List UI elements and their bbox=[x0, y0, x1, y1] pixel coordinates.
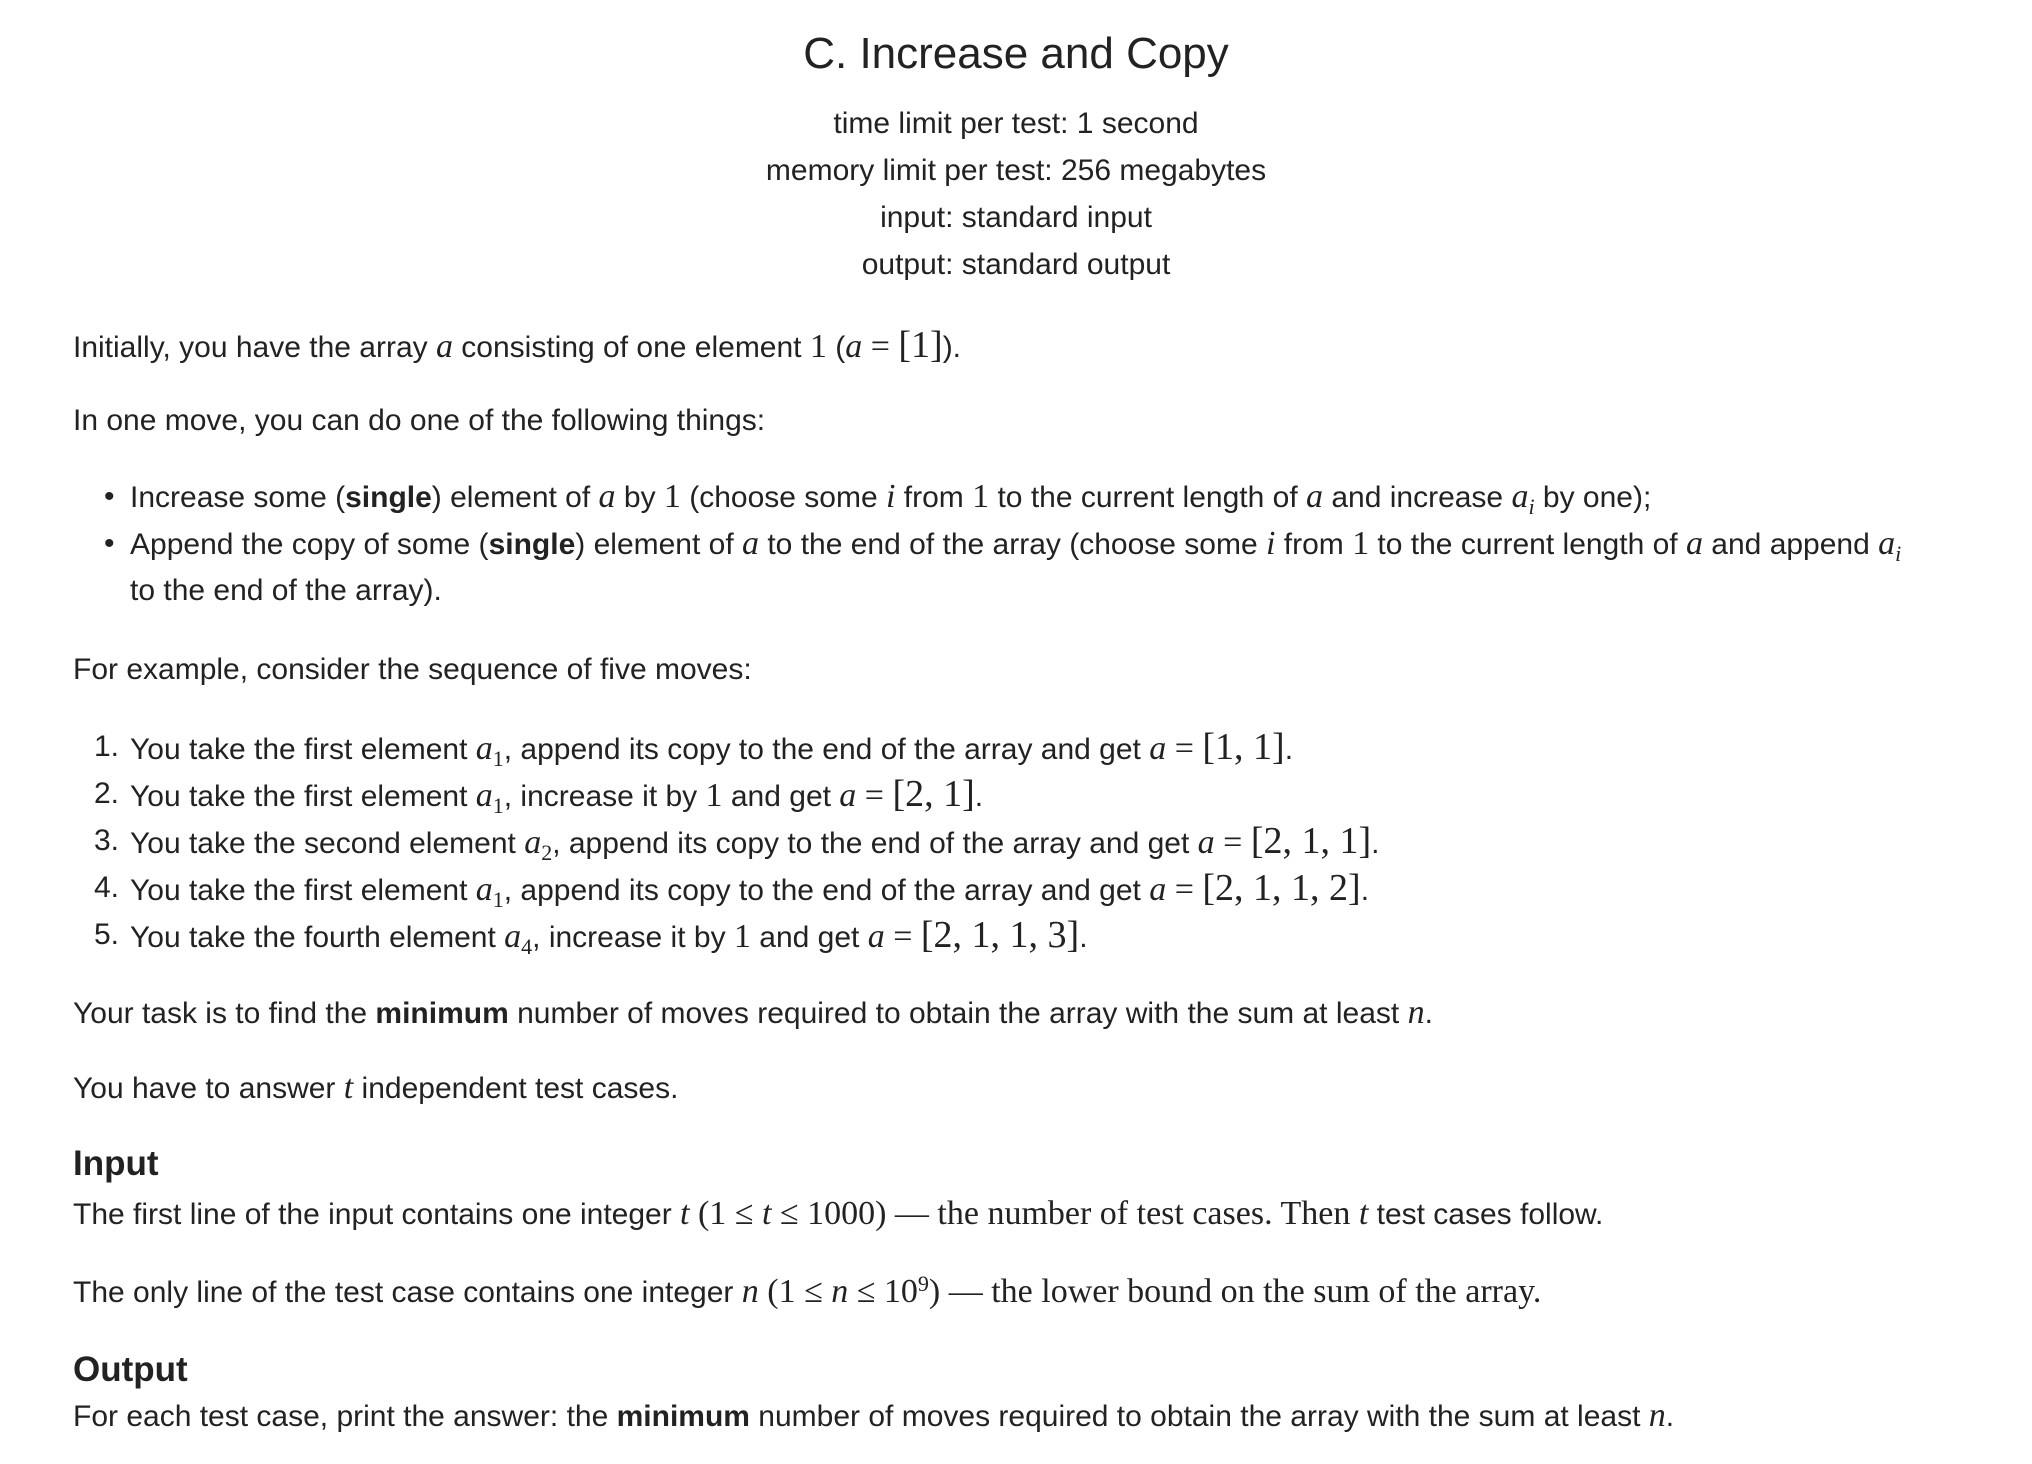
move-item: You take the first element $a_1$, append its copy to the end of the array and get a = [1, 1]. bbox=[130, 726, 1294, 771]
move-number: 2. bbox=[94, 777, 120, 810]
output-spec: output: standard output bbox=[861, 248, 1171, 281]
input-spec: input: standard input bbox=[880, 201, 1152, 234]
input-line-1: The first line of the input contains one integer t (1 ≤ t ≤ 1000) — the number of test cases. Then t test cases follow. bbox=[73, 1195, 1604, 1232]
move-item: You take the first element $a_1$, append its copy to the end of the array and get a = [2, 1, 1, 2]. bbox=[130, 867, 1370, 912]
output-line-1: For each test case, print the answer: the minimum number of moves required to obtain the array with the sum at least n. bbox=[73, 1397, 1675, 1434]
bullet-icon: • bbox=[104, 527, 115, 560]
time-limit: time limit per test: 1 second bbox=[833, 107, 1199, 140]
input-heading: Input bbox=[73, 1144, 159, 1183]
move-item: You take the second element $a_2$, append its copy to the end of the array and get a = [2, 1, 1]. bbox=[130, 820, 1380, 865]
list-item-append: Append the copy of some (single) element of a to the end of the array (choose some i from 1 to the current length of a and append $a_i$ bbox=[130, 525, 1902, 566]
move-number: 4. bbox=[94, 871, 120, 904]
bullet-icon: • bbox=[104, 480, 115, 513]
example-intro: For example, consider the sequence of five moves: bbox=[73, 653, 752, 686]
testcases-paragraph: You have to answer t independent test cases. bbox=[73, 1069, 679, 1106]
problem-title: C. Increase and Copy bbox=[803, 29, 1229, 78]
list-item-append-continued: to the end of the array). bbox=[130, 574, 442, 607]
intro-paragraph: Initially, you have the array a consisting of one element 1 (a = [1]). bbox=[73, 324, 962, 366]
memory-limit: memory limit per test: 256 megabytes bbox=[765, 154, 1267, 187]
move-item: You take the first element $a_1$, increase it by 1 and get a = [2, 1]. bbox=[130, 773, 984, 818]
move-number: 1. bbox=[94, 730, 120, 763]
move-item: You take the fourth element $a_4$, increase it by 1 and get a = [2, 1, 1, 3]. bbox=[130, 914, 1088, 959]
move-number: 5. bbox=[94, 918, 120, 951]
input-line-2: The only line of the test case contains one integer n $(1 \le n \le 10^9)$ — the lower bound on the sum of the array. bbox=[73, 1271, 1542, 1310]
moves-intro: In one move, you can do one of the following things: bbox=[73, 404, 766, 437]
task-paragraph: Your task is to find the minimum number of moves required to obtain the array with the sum at least n. bbox=[73, 994, 1433, 1031]
output-heading: Output bbox=[73, 1350, 188, 1389]
move-number: 3. bbox=[94, 824, 120, 857]
list-item-increase: Increase some (single) element of a by 1 (choose some i from 1 to the current length of a and increase $a_i$ by one); bbox=[130, 478, 1652, 519]
